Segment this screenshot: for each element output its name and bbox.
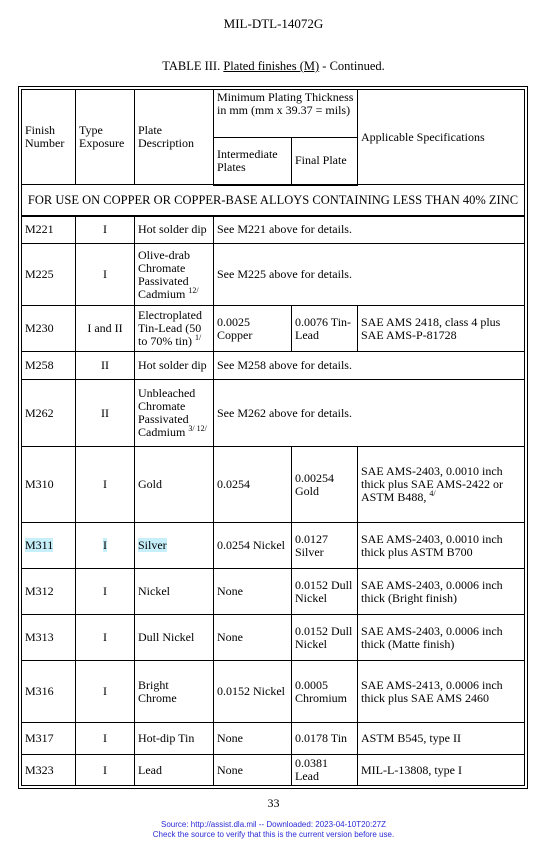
applicable-spec: SAE AMS 2418, class 4 plus SAE AMS-P-81728: [358, 306, 525, 352]
finish-number: M316: [22, 661, 76, 723]
finish-number: M310: [22, 447, 76, 523]
see-above-note: See M258 above for details.: [214, 352, 525, 380]
type-exposure: I: [76, 755, 135, 786]
see-above-note: See M225 above for details.: [214, 244, 525, 306]
table-prefix: TABLE III.: [162, 59, 221, 73]
plate-description-text: Olive-drab Chromate Passivated Cadmium: [138, 247, 190, 301]
final-plate: 0.0152 Dull Nickel: [292, 569, 358, 615]
intermediate-plate: None: [214, 569, 292, 615]
intermediate-plate: 0.0254: [214, 447, 292, 523]
final-plate: 0.0005 Chromium: [292, 661, 358, 723]
plate-description-text: Electroplated Tin-Lead (50 to 70% tin): [138, 308, 202, 348]
intermediate-plate: None: [214, 755, 292, 786]
table-row: [22, 661, 525, 723]
intermediate-plate: 0.0025 Copper: [214, 306, 292, 352]
see-above-note: See M221 above for details.: [214, 216, 525, 244]
applicable-spec: ASTM B545, type II: [358, 723, 525, 755]
footnote-ref: 4/: [429, 489, 436, 498]
header-plate-description: Plate Description: [135, 90, 214, 185]
final-plate: 0.0127 Silver: [292, 523, 358, 569]
header-applicable-specs: Applicable Specifications: [358, 90, 525, 185]
final-plate: 0.0152 Dull Nickel: [292, 615, 358, 661]
final-plate: 0.00254 Gold: [292, 447, 358, 523]
intermediate-plate: None: [214, 615, 292, 661]
section-heading: FOR USE ON COPPER OR COPPER-BASE ALLOYS CONTAINING LESS THAN 40% ZINC: [22, 185, 525, 216]
plate-description: Lead: [135, 755, 214, 786]
type-exposure: I: [76, 661, 135, 723]
table-row: [22, 352, 525, 380]
see-above-note: See M262 above for details.: [214, 380, 525, 447]
plate-description: Gold: [135, 447, 214, 523]
type-exposure: I: [76, 244, 135, 306]
table-row: [22, 244, 525, 306]
finish-number: M312: [22, 569, 76, 615]
type-exposure: I and II: [76, 306, 135, 352]
type-exposure: I: [76, 569, 135, 615]
finish-number: M221: [22, 216, 76, 244]
applicable-spec: SAE AMS-2413, 0.0006 inch thick plus SAE AMS 2460: [358, 661, 525, 723]
highlighted-text: Silver: [138, 538, 167, 552]
table-row: [22, 723, 525, 755]
header-type-exposure: Type Exposure: [76, 90, 135, 185]
table-row: [22, 380, 525, 447]
applicable-spec: MIL-L-13808, type I: [358, 755, 525, 786]
intermediate-plate: None: [214, 723, 292, 755]
header-final-plate: Final Plate: [292, 138, 358, 185]
finish-number: M258: [22, 352, 76, 380]
plate-description: Hot solder dip: [135, 216, 214, 244]
finish-number: M313: [22, 615, 76, 661]
table-name: Plated finishes (M): [223, 59, 320, 73]
final-plate: 0.0381 Lead: [292, 755, 358, 786]
plate-description: [135, 380, 214, 447]
intermediate-plate: 0.0254 Nickel: [214, 523, 292, 569]
table-row: [22, 615, 525, 661]
footnote-ref: 1/: [195, 333, 202, 342]
plate-description: Dull Nickel: [135, 615, 214, 661]
finish-number: [22, 523, 76, 569]
finish-number: M323: [22, 755, 76, 786]
finish-number: M230: [22, 306, 76, 352]
type-exposure: I: [76, 723, 135, 755]
plated-finishes-table-frame: [18, 86, 528, 789]
final-plate: 0.0178 Tin: [292, 723, 358, 755]
table-row: [22, 569, 525, 615]
table-suffix: - Continued.: [319, 59, 385, 73]
source-line: Source: http://assist.dla.mil -- Downloaded: 2023-04-10T20:27Z: [160, 820, 386, 829]
plated-finishes-table: [21, 89, 525, 786]
highlighted-text: I: [103, 538, 107, 552]
download-source-note: [0, 820, 547, 840]
plate-description: Hot-dip Tin: [135, 723, 214, 755]
applicable-spec: [358, 447, 525, 523]
finish-number: M225: [22, 244, 76, 306]
final-plate: 0.0076 Tin-Lead: [292, 306, 358, 352]
page-number: 33: [267, 796, 280, 810]
header-finish-number: Finish Number: [22, 90, 76, 185]
applicable-spec: SAE AMS-2403, 0.0010 inch thick plus ASTM B700: [358, 523, 525, 569]
type-exposure: I: [76, 615, 135, 661]
applicable-spec-text: SAE AMS-2403, 0.0010 inch thick plus SAE AMS-2422 or ASTM B488,: [361, 464, 504, 504]
plate-description: Hot solder dip: [135, 352, 214, 380]
plate-description: Bright Chrome: [135, 661, 214, 723]
header-min-thickness: Minimum Plating Thickness in mm (mm x 39.37 = mils): [214, 90, 358, 138]
plate-description: [135, 244, 214, 306]
header-intermediate-plates: Intermediate Plates: [214, 138, 292, 185]
document-id: MIL-DTL-14072G: [223, 16, 324, 31]
footnote-ref: 12/: [188, 285, 199, 295]
plate-description-text: Unbleached Chromate Passivated Cadmium: [138, 386, 196, 439]
plate-description: [135, 523, 214, 569]
table-row: [22, 447, 525, 523]
finish-number: M317: [22, 723, 76, 755]
plate-description: [135, 306, 214, 352]
plate-description: Nickel: [135, 569, 214, 615]
intermediate-plate: 0.0152 Nickel: [214, 661, 292, 723]
type-exposure: II: [76, 380, 135, 447]
finish-number: M262: [22, 380, 76, 447]
applicable-spec: SAE AMS-2403, 0.0006 inch thick (Bright finish): [358, 569, 525, 615]
type-exposure: [76, 523, 135, 569]
table-row: [22, 755, 525, 786]
table-row: [22, 523, 525, 569]
type-exposure: I: [76, 216, 135, 244]
table-title: [0, 59, 547, 74]
highlighted-text: M311: [25, 538, 54, 552]
type-exposure: I: [76, 447, 135, 523]
table-row: [22, 306, 525, 352]
footnote-ref: 3/ 12/: [188, 424, 207, 433]
table-row: [22, 216, 525, 244]
type-exposure: II: [76, 352, 135, 380]
applicable-spec: SAE AMS-2403, 0.0006 inch thick (Matte finish): [358, 615, 525, 661]
source-disclaimer: Check the source to verify that this is the current version before use.: [152, 830, 395, 839]
